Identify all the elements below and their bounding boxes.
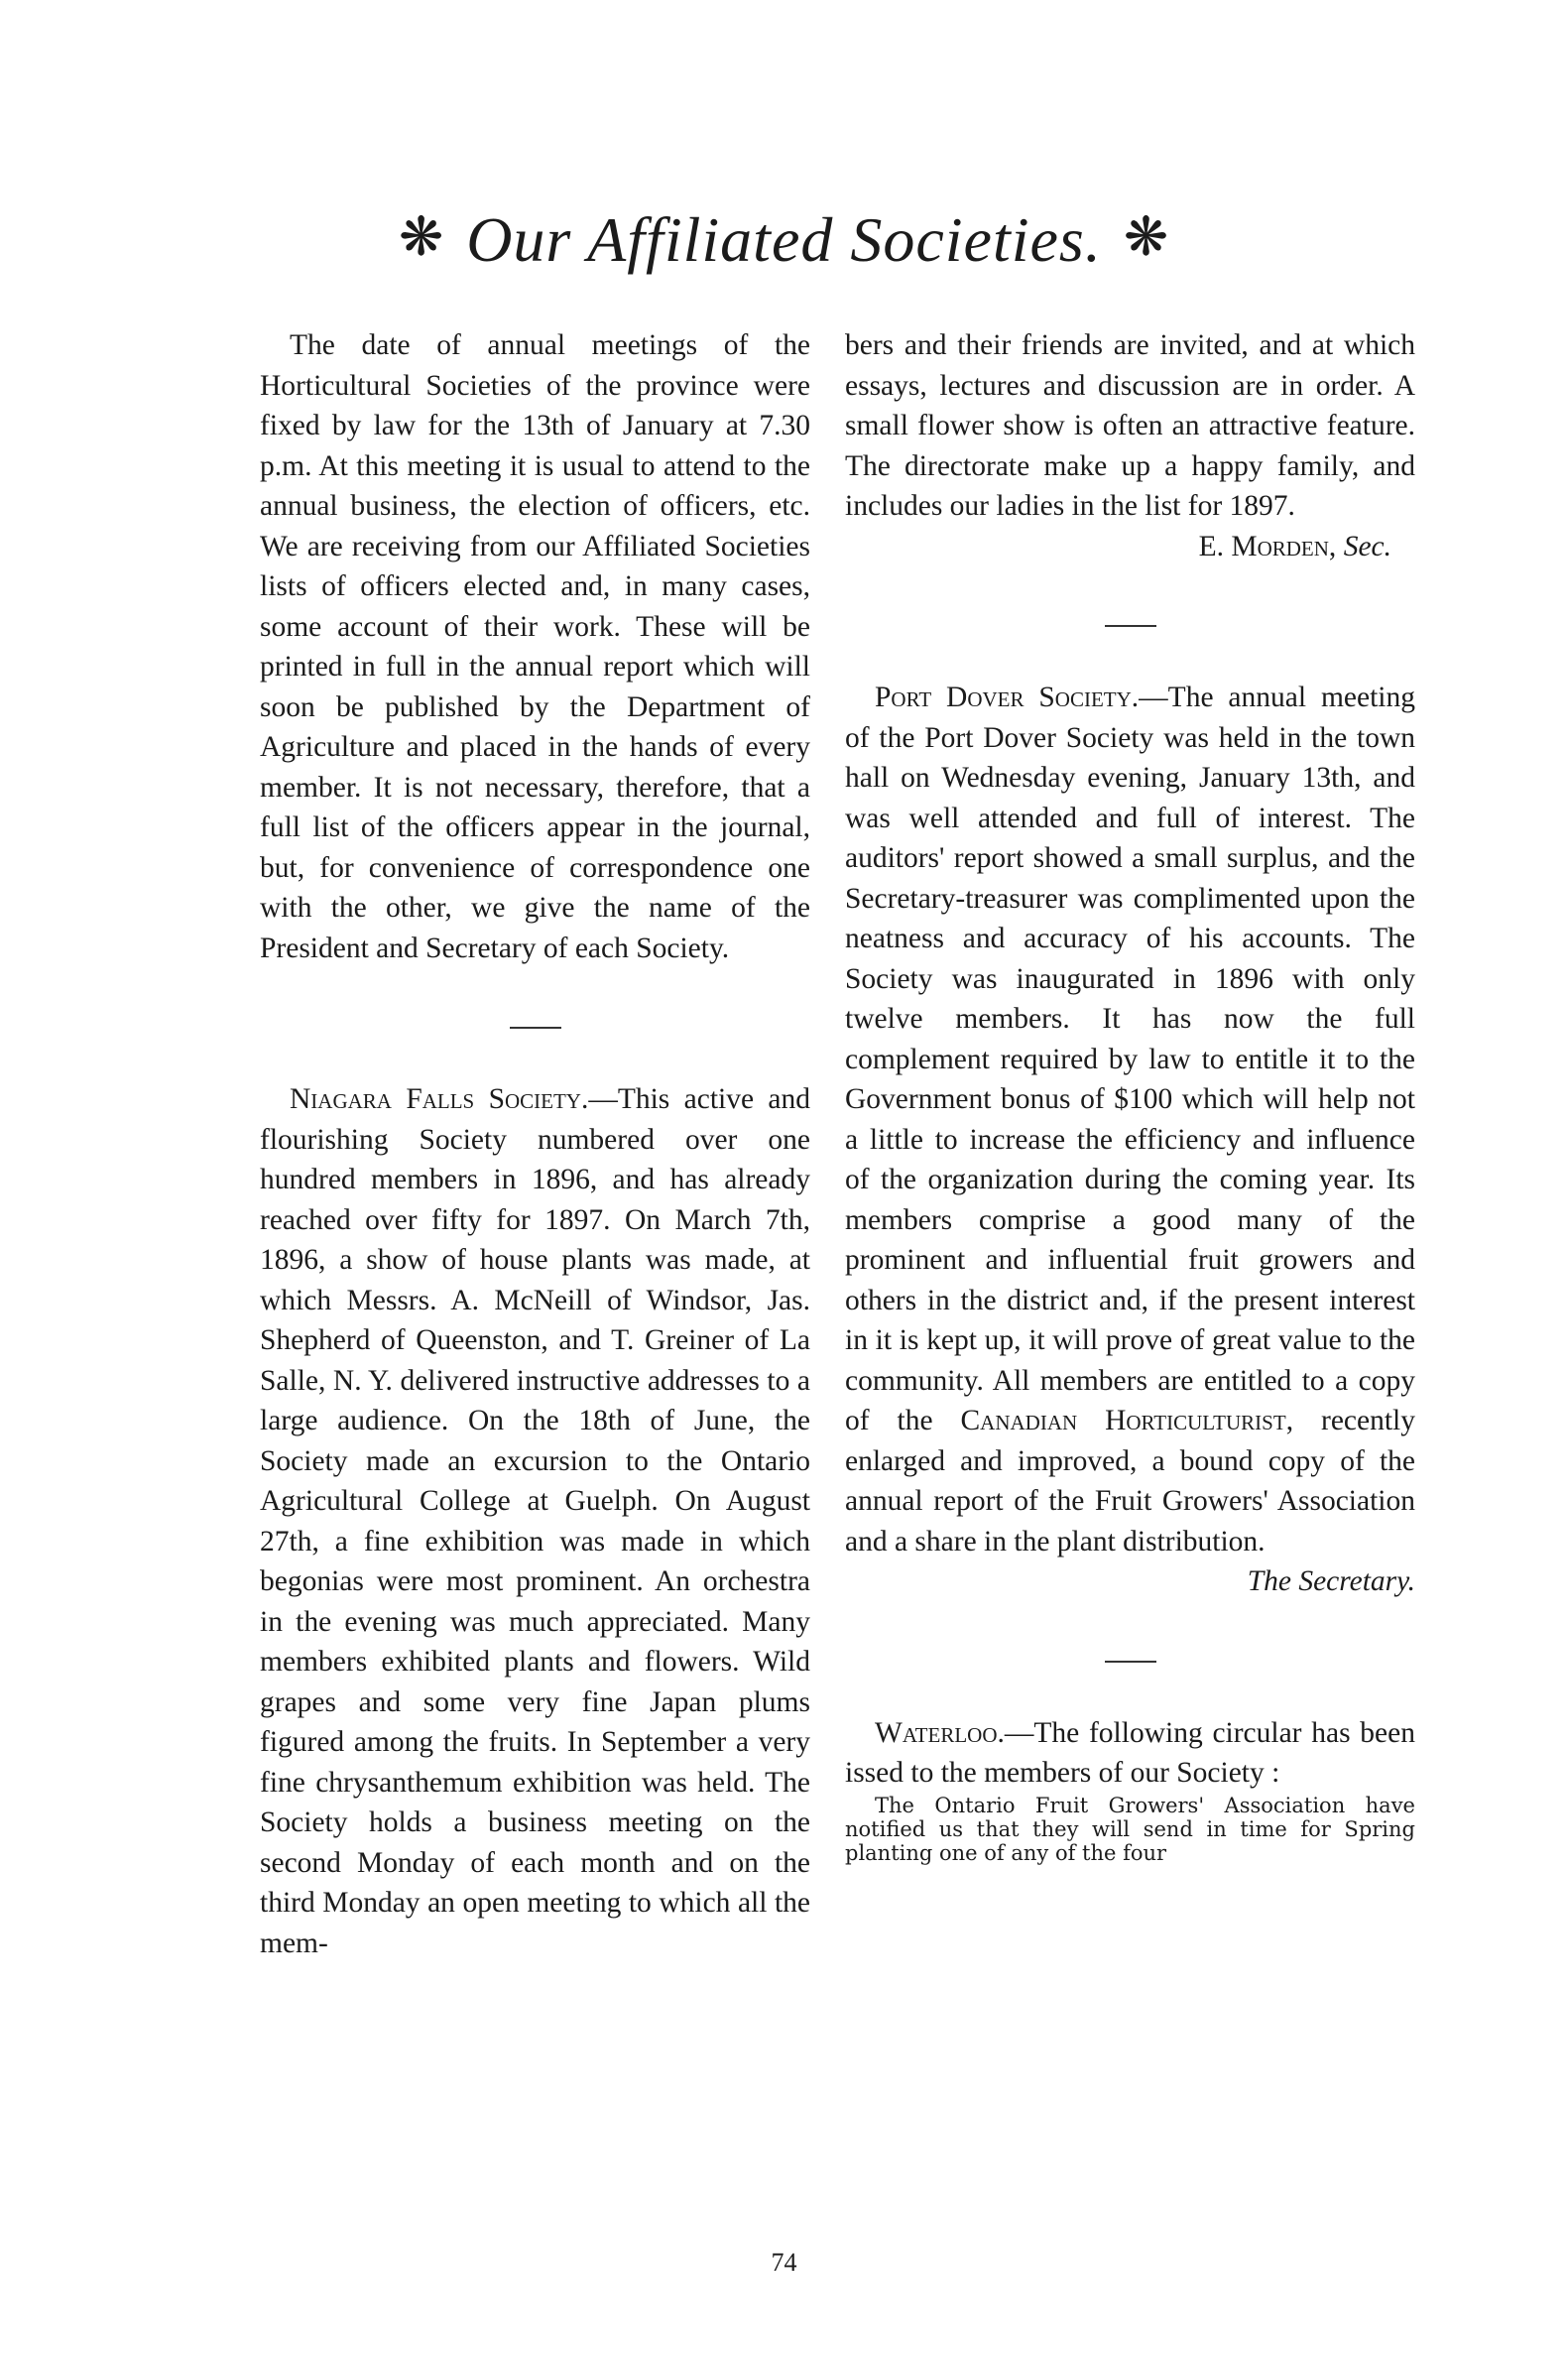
waterloo-heading: Waterloo.: [875, 1716, 1005, 1749]
port-dover-text-end: , recently enlarged and improved, a bound copy of the annual report of the Fruit Growers' Association and a share in the plant distribution.: [845, 1405, 1415, 1557]
signature-name: E. Morden,: [1198, 530, 1337, 562]
circular-text: The Ontario Fruit Growers' Association have notified us that they will send in time for Spring planting one of any of the four: [845, 1793, 1415, 1865]
right-column: [845, 325, 1415, 1865]
port-dover-text: —The annual meeting of the Port Dover Society was held in the town hall on Wednesday evening, January 13th, and was well attended and full of interest. The auditors' report showed a small surplus, and the Secretary-treasurer was complimented upon the neatness and accuracy of his accounts. The Society was inaugurated in 1896 with only twelve members. It has now the full complement required by law to entitle it to the Government bonus of $100 which will help not a little to increase the efficiency and influence of the organization during the coming year. Its members comprise a good many of the prominent and influential fruit growers and others in the district and, if the present interest in it is kept up, it will prove of great value to the community. All members are entitled to a copy of the: [845, 682, 1415, 1436]
intro-paragraph: The date of annual meetings of the Horticultural Societies of the province were fixed by law for the 13th of January at 7.30 p.m. At this meeting it is usual to attend to the annual business, the election of officers, etc. We are receiving from our Affiliated Societies lists of officers elected and, in many cases, some account of their work. These will be printed in full in the annual report which will soon be published by the Department of Agriculture and placed in the hands of every member. It is not necessary, therefore, that a full list of the officers appear in the journal, but, for convenience of correspondence one with the other, we give the name of the President and Secretary of each Society.: [260, 329, 810, 964]
section-divider: [845, 1644, 1415, 1664]
left-column: [260, 325, 810, 1963]
port-dover-paragraph: [845, 678, 1415, 1561]
signature-title: Sec.: [1343, 530, 1391, 562]
niagara-text: —This active and flourishing Society numbered over one hundred members in 1896, and has already reached over fifty for 1897. On March 7th, 1896, a show of house plants was made, at which Messrs. A. McNeill of Windsor, Jas. Shepherd of Queenston, and T. Greiner of La Salle, N. Y. delivered instructive addresses to a large audience. On the 18th of June, the Society made an excursion to the Ontario Agricultural College at Guelph. On August 27th, a fine exhibition was made in which begonias were most prominent. An orchestra in the evening was much appreciated. Many members exhibited plants and flowers. Wild grapes and some very fine Japan plums figured among the fruits. In September a very fine chrysanthemum exhibition was held. The Society holds a business meeting on the second Monday of each month and on the third Monday an open meeting to which all the mem-: [260, 1083, 811, 1959]
magazine-name: Canadian Horticulturist: [960, 1405, 1286, 1436]
title-text: Our Affiliated Societies.: [466, 204, 1102, 275]
section-divider: [260, 1010, 810, 1030]
waterloo-paragraph: [845, 1713, 1415, 1794]
port-dover-heading: Port Dover Society.: [875, 682, 1140, 713]
waterloo-text: —The following circular has been issed to the members of our Society :: [845, 1716, 1415, 1789]
ornament-icon: ❋: [1123, 207, 1170, 267]
ornament-icon: ❋: [398, 207, 445, 267]
page-number: 74: [771, 2248, 797, 2277]
section-divider: [845, 608, 1415, 628]
niagara-paragraph: [260, 1079, 810, 1963]
page-title: [0, 203, 1568, 277]
niagara-continued: bers and their friends are invited, and at which essays, lectures and discussion are in order. A small flower show is often an attractive feature. The directorate make up a happy family, and includes our ladies in the list for 1897.: [845, 329, 1415, 522]
niagara-heading: Niagara Falls Society.: [290, 1083, 589, 1115]
niagara-signature: [845, 527, 1415, 567]
port-dover-signature: The Secretary.: [1247, 1565, 1415, 1597]
